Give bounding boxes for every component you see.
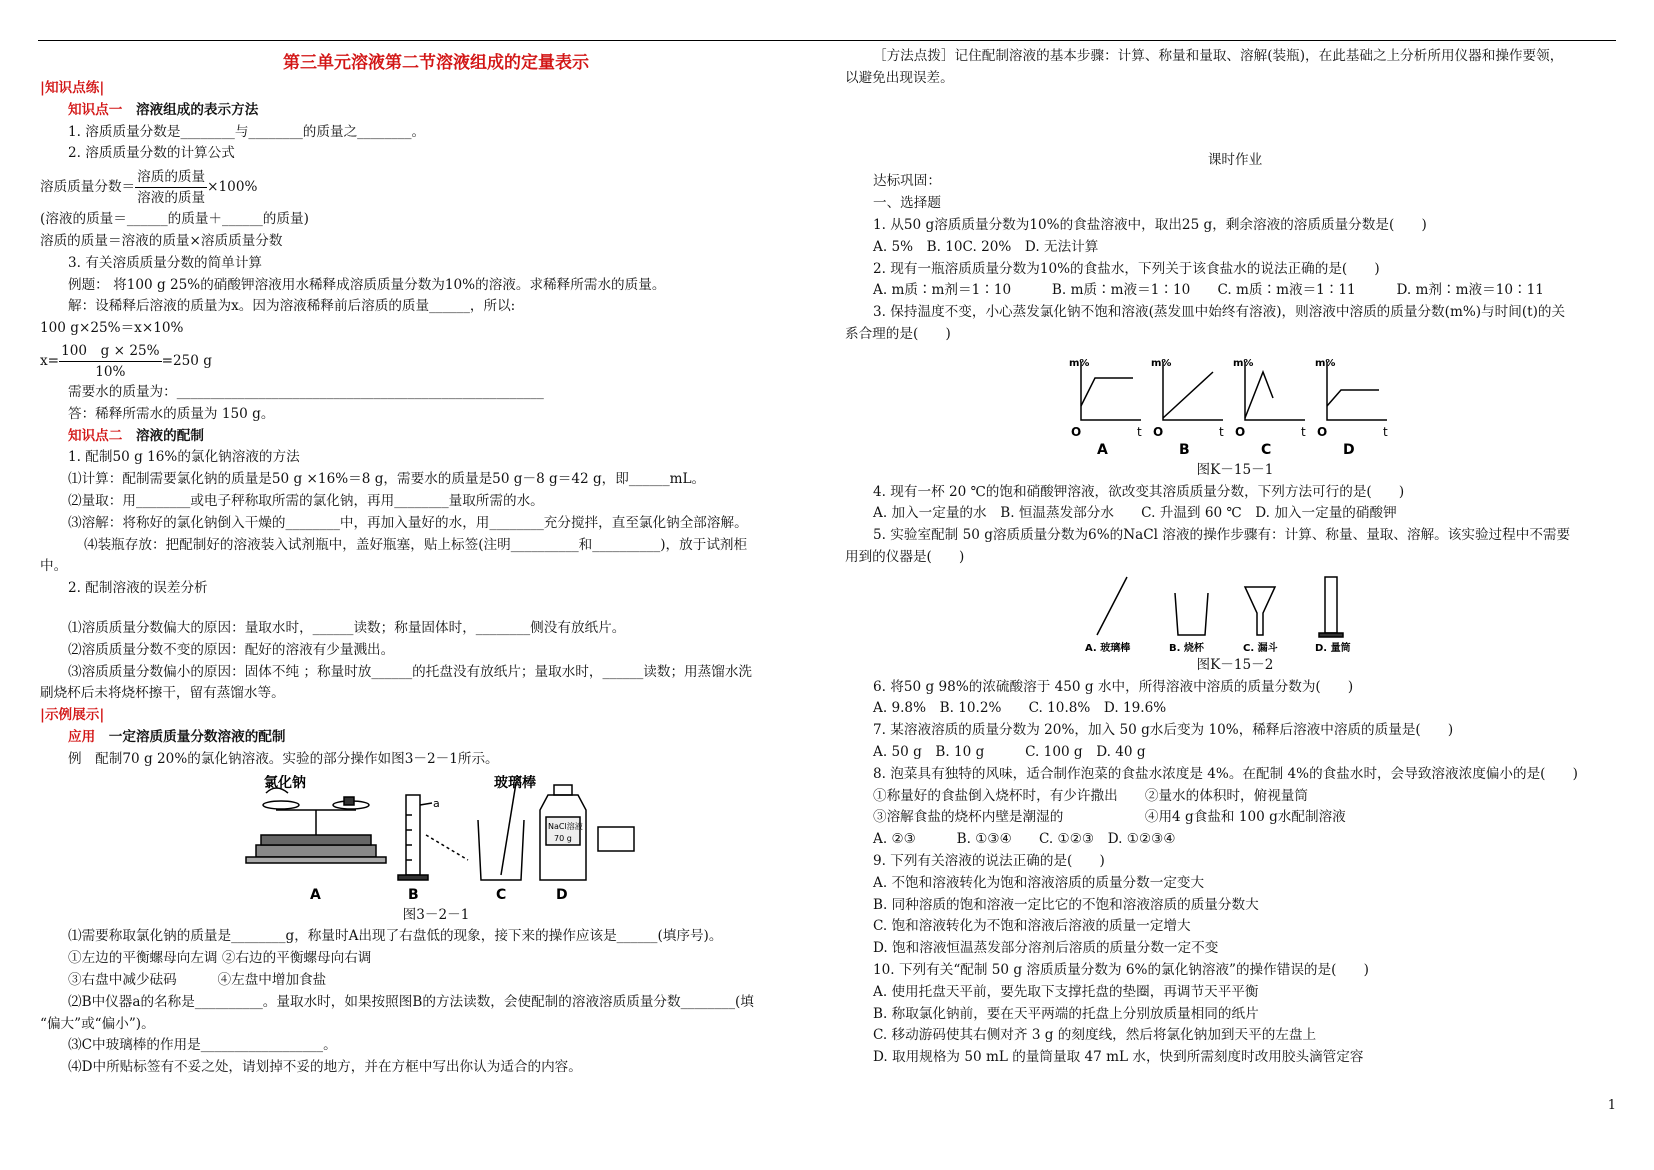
figure-caption-1: 图3－2－1: [402, 906, 470, 923]
question-8-item: ③溶解食盐的烧杯内壁是潮湿的 ④用4 g食盐和 100 g水配制溶液: [873, 809, 1346, 826]
graph-y-label: m%: [1151, 357, 1172, 369]
graph-y-label: m%: [1233, 357, 1254, 369]
section-knowledge: |知识点练|: [40, 80, 105, 96]
formula-rhs: ×100%: [207, 179, 258, 196]
graph-origin: O: [1153, 424, 1164, 439]
label-a: a: [433, 796, 440, 810]
beaker-illustration: [478, 783, 524, 880]
text-line: ⑷装瓶存放：把配制好的溶液装入试剂瓶中，盖好瓶塞，贴上标签(注明__________和__________)，放于试剂柜: [84, 536, 748, 553]
text-line: 例题： 将100 g 25%的硝酸钾溶液用水稀释成溶质质量分数为10%的溶液。求稀释所需水的质量。: [68, 276, 666, 293]
question-7-options: A. 50 g B. 10 g C. 100 g D. 40 g: [873, 743, 1146, 760]
text-line: ⑴计算：配制需要氯化钠的质量是50 g ×16%＝8 g，需要水的质量是50 g－8 g＝42 g，即______mL。: [68, 471, 706, 488]
label-nacl: 氯化钠: [264, 774, 306, 791]
graph-t-label: t: [1137, 424, 1142, 439]
beaker-small-illustration: [1175, 593, 1208, 635]
text-line: 解：设稀释后溶液的质量为x。因为溶液稀释前后溶质的质量______，所以:: [68, 298, 516, 315]
graph-axes: [1245, 362, 1305, 420]
graph-axes: [1081, 362, 1141, 420]
page-number: 1: [1607, 1098, 1616, 1113]
graph-t-label: t: [1301, 424, 1306, 439]
text-line: ⑵量取：用________或电子秤称取所需的氯化钠，再用________量取所需的水。: [68, 492, 544, 509]
fig3-label-c: C. 漏斗: [1243, 642, 1278, 654]
text-line: ⑵B中仪器a的名称是__________。量取水时，如果按照图B的方法读数，会使配制的溶液溶质质量分数________(填: [68, 993, 754, 1010]
left-column: [40, 46, 832, 1079]
graph-curve: [1327, 390, 1379, 406]
text-line: ⑶C中玻璃棒的作用是__________________。: [68, 1037, 337, 1054]
right-column: [845, 46, 1625, 1069]
part-heading: 一、选择题: [873, 195, 941, 212]
text-line: “偏大”或“偏小”)。: [40, 1015, 155, 1032]
graph-d: [1315, 358, 1388, 458]
section-example: |示例展示|: [40, 707, 105, 724]
x-numerator: 100 g × 25%: [59, 341, 162, 362]
kp1-title: 溶液组成的表示方法: [135, 101, 259, 118]
balance-illustration: [246, 788, 386, 863]
question-10-option: B. 称取氯化钠前，要在天平两端的托盘上分别放质量相同的纸片: [873, 1005, 1259, 1022]
question-4: 4. 现有一杯 20 ℃的饱和硝酸钾溶液，欲改变其溶质质量分数，下列方法可行的是( ): [873, 483, 1405, 500]
question-1-options: A. 5% B. 10C. 20% D. 无法计算: [873, 238, 1099, 255]
question-9: 9. 下列有关溶液的说法正确的是( ): [873, 852, 1105, 869]
graph-letter: A: [1097, 441, 1108, 458]
question-9-option: C. 饱和溶液转化为不饱和溶液后溶液的质量一定增大: [873, 918, 1191, 935]
formula-x: [40, 340, 832, 382]
text-line: 刷烧杯后未将烧杯擦干，留有蒸馏水等。: [40, 685, 285, 702]
question-3-cont: 系合理的是( ): [845, 325, 951, 342]
question-10: 10. 下列有关“配制 50 g 溶质质量分数为 6%的氯化钠溶液”的操作错误的是( ): [873, 961, 1369, 978]
graph-curve: [1245, 372, 1273, 418]
x-lhs: x=: [40, 352, 60, 369]
text-line: ⑶溶解：将称好的氯化钠倒入干燥的________中，再加入量好的水，用________充分搅拌，直至氯化钠全部溶解。: [68, 514, 748, 531]
homework-sub: 达标巩固：: [873, 173, 941, 190]
graph-letter: D: [1343, 441, 1355, 458]
text-line: 例 配制70 g 20%的氯化钠溶液。实验的部分操作如图3－2－1所示。: [68, 750, 499, 767]
graph-t-label: t: [1383, 424, 1388, 439]
text-line: 溶质的质量＝溶液的质量×溶质质量分数: [40, 232, 283, 249]
text-line: 1. 溶质质量分数是________与________的质量之________。: [68, 123, 426, 140]
figure-k-15-2: [1085, 573, 1385, 655]
question-1: 1. 从50 g溶质质量分数为10%的食盐溶液中，取出25 g，剩余溶液的溶质质量分数是( ): [873, 216, 1427, 233]
cylinder-small-illustration: [1325, 577, 1337, 633]
fig3-label-d: D. 量筒: [1315, 642, 1351, 654]
fig1-label-c: C: [496, 886, 507, 903]
question-3: 3. 保持温度不变，小心蒸发氯化钠不饱和溶液(蒸发皿中始终有溶液)，则溶液中溶质的质量分数(m%)与时间(t)的关: [873, 304, 1566, 321]
graph-curve: [1081, 378, 1133, 406]
formula-numerator: 溶质的质量: [135, 167, 207, 188]
formula-denominator: 溶液的质量: [137, 190, 206, 207]
question-9-option: B. 同种溶质的饱和溶液一定比它的不饱和溶液溶质的质量分数大: [873, 896, 1259, 913]
question-9-option: D. 饱和溶液恒温蒸发部分溶剂后溶质的质量分数一定不变: [873, 940, 1219, 957]
x-rhs: =250 g: [161, 352, 212, 369]
kp1-label: 知识点一: [68, 101, 123, 118]
graph-c: [1233, 358, 1306, 458]
graph-a: [1069, 358, 1142, 458]
question-8-options: A. ②③ B. ①③④ C. ①②③ D. ①②③④: [873, 831, 1176, 848]
knowledge-point-1: [40, 100, 832, 122]
graph-y-label: m%: [1069, 357, 1090, 369]
question-6-options: A. 9.8% B. 10.2% C. 10.8% D. 19.6%: [873, 700, 1167, 717]
figure-caption-3: 图K－15－2: [1196, 656, 1274, 673]
formula-mass-fraction: [40, 165, 832, 209]
question-2-options: A. m质∶m剂＝1∶10 B. m质∶m液＝1∶10 C. m质∶m液＝1∶11 D. m剂∶m液＝10∶11: [873, 282, 1544, 299]
app-label: 应用: [68, 728, 96, 745]
funnel-illustration: [1245, 587, 1275, 635]
knowledge-point-2: [40, 426, 832, 448]
fig3-label-b: B. 烧杯: [1169, 642, 1204, 654]
question-9-option: A. 不饱和溶液转化为饱和溶液溶质的质量分数一定变大: [873, 874, 1205, 891]
fig3-label-a: A. 玻璃棒: [1085, 642, 1131, 654]
application-heading: [40, 727, 832, 749]
formula-fraction: [135, 167, 207, 208]
text-line: ⑷D中所贴标签有不妥之处，请划掉不妥的地方，并在方框中写出你认为适合的内容。: [68, 1059, 582, 1076]
bottle-mass: 70 g: [554, 833, 572, 843]
text-line: 3. 有关溶质质量分数的简单计算: [68, 254, 263, 271]
graph-letter: B: [1179, 441, 1190, 458]
text-line: ⑴溶质质量分数偏大的原因：量取水时，______读数；称量固体时，________侧没有放纸片。: [68, 619, 626, 636]
method-tip: ［方法点拨］记住配制溶液的基本步骤：计算、称量和量取、溶解(装瓶)，在此基础之上分析所用仪器和操作要领，: [873, 48, 1564, 64]
text-line: 2. 配制溶液的误差分析: [68, 580, 208, 597]
graph-b: [1151, 358, 1224, 458]
question-4-options: A. 加入一定量的水 B. 恒温蒸发部分水 C. 升温到 60 ℃ D. 加入一定量的硝酸钾: [873, 505, 1397, 522]
fig1-label-b: B: [408, 886, 419, 903]
question-2: 2. 现有一瓶溶质质量分数为10%的食盐水，下列关于该食盐水的说法正确的是( ): [873, 260, 1380, 277]
text-line: ③右盘中减少砝码 ④左盘中增加食盐: [68, 971, 327, 988]
question-10-option: D. 取用规格为 50 mL 的量筒量取 47 mL 水，快到所需刻度时改用胶头滴管定容: [873, 1049, 1364, 1066]
glass-rod-illustration: [1097, 577, 1127, 635]
text-line: ⑶溶质质量分数偏小的原因：固体不纯 ；称量时放______的托盘没有放纸片；量取水时，______读数；用蒸馏水洗: [68, 663, 753, 680]
header-rule: [38, 40, 1616, 41]
fig1-label-d: D: [556, 886, 568, 903]
text-line: ⑵溶质质量分数不变的原因：配好的溶液有少量溅出。: [68, 641, 395, 658]
x-fraction: [59, 341, 162, 382]
page-title: 第三单元溶液第二节溶液组成的定量表示: [283, 53, 589, 73]
kp2-title: 溶液的配制: [135, 427, 204, 444]
graph-y-label: m%: [1315, 357, 1336, 369]
figure-k-15-1: [1065, 350, 1405, 460]
graph-group: [1069, 358, 1388, 458]
text-line: 答：稀释所需水的质量为 150 g。: [68, 405, 275, 422]
question-6: 6. 将50 g 98%的浓硫酸溶于 450 g 水中，所得溶液中溶质的质量分数为( ): [873, 678, 1354, 695]
question-8: 8. 泡菜具有独特的风味，适合制作泡菜的食盐水浓度是 4%。在配制 4%的食盐水时，会导致溶液浓度偏小的是( ): [873, 765, 1578, 782]
question-10-option: C. 移动游码使其右侧对齐 3 g 的刻度线，然后将氯化钠加到天平的左盘上: [873, 1027, 1317, 1044]
graph-origin: O: [1317, 424, 1328, 439]
method-tip-cont: 以避免出现误差。: [845, 69, 954, 86]
label-rod: 玻璃棒: [494, 774, 536, 791]
graph-origin: O: [1235, 424, 1246, 439]
graph-letter: C: [1261, 441, 1272, 458]
text-line: 2. 溶质质量分数的计算公式: [68, 145, 235, 162]
figure-3-2-1: [236, 775, 636, 905]
text-line: (溶液的质量＝______的质量＋______的质量): [40, 211, 309, 228]
question-10-option: A. 使用托盘天平前，要先取下支撑托盘的垫圈，再调节天平平衡: [873, 983, 1259, 1000]
graph-axes: [1327, 362, 1387, 420]
app-title: 一定溶质质量分数溶液的配制: [108, 728, 286, 745]
bottle-label: NaCl溶液: [548, 821, 583, 831]
text-line: 100 g×25%＝x×10%: [40, 320, 184, 337]
question-5: 5. 实验室配制 50 g溶质质量分数为6%的NaCl 溶液的操作步骤有：计算、称量、量取、溶解。该实验过程中不需要: [873, 527, 1571, 544]
text-line: ⑴需要称取氯化钠的质量是________g，称量时A出现了右盘低的现象，接下来的操作应该是______(填序号)。: [68, 928, 723, 945]
x-denominator: 10%: [95, 363, 126, 380]
formula-lhs: 溶质质量分数＝: [40, 179, 136, 196]
graph-curve: [1163, 372, 1213, 418]
text-line: 1. 配制50 g 16%的氯化钠溶液的方法: [68, 449, 300, 466]
text-line: 需要水的质量为：______________________________________________________: [68, 383, 544, 400]
question-8-item: ①称量好的食盐倒入烧杯时，有少许撒出 ②量水的体积时，俯视量筒: [873, 787, 1308, 804]
question-5-cont: 用到的仪器是( ): [845, 548, 965, 565]
homework-title: 课时作业: [1207, 151, 1263, 168]
graph-origin: O: [1071, 424, 1082, 439]
text-line: 中。: [40, 558, 68, 575]
fig1-label-a: A: [310, 886, 321, 903]
text-line: ①左边的平衡螺母向左调 ②右边的平衡螺母向右调: [68, 950, 372, 967]
graph-t-label: t: [1219, 424, 1224, 439]
figure-caption-2: 图K－15－1: [1196, 461, 1274, 478]
kp2-label: 知识点二: [68, 427, 123, 444]
question-7: 7. 某溶液溶质的质量分数为 20%，加入 50 g水后变为 10%，稀释后溶液中溶质的质量是( ): [873, 722, 1454, 739]
bottle-illustration: [540, 785, 634, 880]
